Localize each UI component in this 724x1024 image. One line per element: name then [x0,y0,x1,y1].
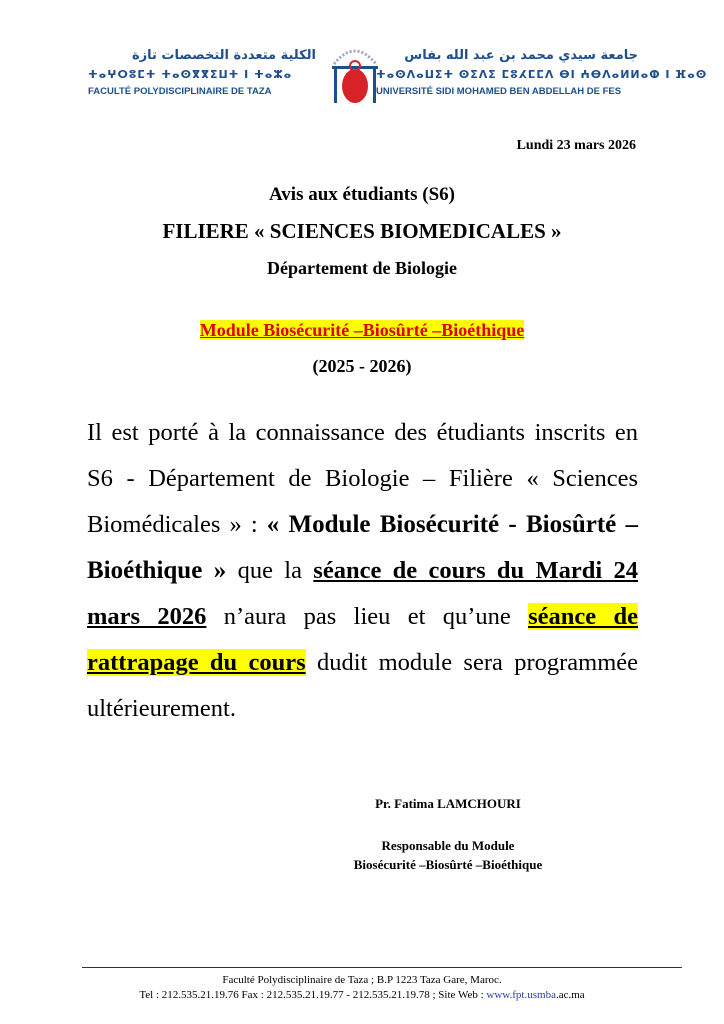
university-logo-icon [328,44,382,110]
body-module-name: « Module Biosécurité - Biosûrté – Bioéthique » [87,511,638,584]
faculty-header [88,48,316,97]
footer-website-suffix: .ac.ma [555,989,585,1001]
module-title-text: Module Biosécurité –Biosûrté –Bioéthique [199,320,525,340]
department-title: Département de Biologie [267,258,457,278]
faculty-name-arabic: الكلية متعددة التخصصات تازة [131,48,316,63]
notice-body [87,410,638,732]
program-title: FILIERE « SCIENCES BIOMEDICALES » [162,219,562,243]
footer-address: Faculté Polydisciplinaire de Taza ; B.P 1223 Taza Gare, Maroc. [222,974,502,986]
signatory-name: Pr. Fatima LAMCHOURI [375,796,521,811]
letterhead [88,48,708,110]
body-text: dudit module sera programmée ultérieurement. [87,649,638,722]
footer-contact [0,989,724,1001]
signatory-role: Responsable du Module [381,838,515,853]
notice-title: Avis aux étudiants (S6) [269,184,455,205]
module-title [0,320,724,341]
faculty-name-tifinagh: ⵜⴰⵖⵔⵓⵎⵜ ⵜⴰⵙⴳⴳⵉⵡⵜ ⵏ ⵜⴰⵣⴰ [88,68,293,81]
body-text: n’aura pas lieu et qu’une [206,603,529,630]
university-name-tifinagh: ⵜⴰⵙⴷⴰⵡⵉⵜ ⵙⵉⴷⵉ ⵎⵓⵃⵎⵎⴷ ⴱⵏ ⵄⴱⴷⴰⵍⵍⴰⵀ ⵏ ⴼⴰⵙ [376,68,708,81]
university-name-arabic: جامعة سيدي محمد بن عبد الله بفاس [404,48,638,63]
footer-website-link[interactable]: www.fpt.usmba [486,989,556,1001]
body-makeup-session: séance de rattrapage du cours [87,603,638,676]
body-text: que la [226,557,314,584]
signatory-module: Biosécurité –Biosûrté –Bioéthique [353,857,543,872]
faculty-name-french: FACULTÉ POLYDISCIPLINAIRE DE TAZA [88,86,272,97]
academic-year: (2025 - 2026) [312,356,412,376]
footer-phone-fax: Tel : 212.535.21.19.76 Fax : 212.535.21.19.77 - 212.535.21.19.78 ; Site Web : [139,989,487,1001]
body-cancelled-session: séance de cours du Mardi 24 mars 2026 [87,557,639,630]
footer-divider [82,967,682,968]
university-header [376,48,708,97]
notice-date: Lundi 23 mars 2026 [516,138,636,153]
body-text: Il est porté à la connaissance des étudiants inscrits en S6 - Département de Biologie – Filière « Sciences Biomédicales » : [87,419,638,538]
university-name-french: UNIVERSITÉ SIDI MOHAMED BEN ABDELLAH DE FES [376,86,622,97]
